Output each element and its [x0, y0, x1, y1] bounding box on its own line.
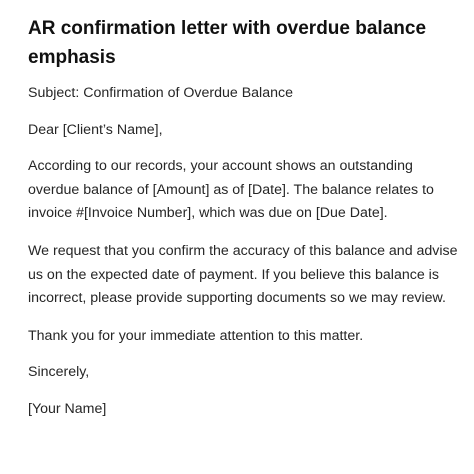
letter-paragraph-1: According to our records, your account shows an outstanding overdue balance of [Amount] as of [Date]. The balance relates to invoice #[Invoice Number], which was due on [Due Date]. — [28, 158, 434, 222]
letter-document — [28, 14, 460, 435]
letter-signature: [Your Name] — [28, 400, 107, 417]
letter-title: AR confirmation letter with overdue balance emphasis — [28, 18, 427, 68]
letter-closing: Sincerely, — [28, 364, 90, 381]
letter-paragraph-2: We request that you confirm the accuracy of this balance and advise us on the expected date of payment. If you believe this balance is incorrect, please provide supporting documents so we may review. — [28, 242, 458, 307]
letter-subject: Subject: Confirmation of Overdue Balance — [28, 85, 293, 101]
letter-paragraph-3: Thank you for your immediate attention to this matter. — [28, 327, 364, 344]
letter-greeting: Dear [Client’s Name], — [28, 121, 163, 138]
